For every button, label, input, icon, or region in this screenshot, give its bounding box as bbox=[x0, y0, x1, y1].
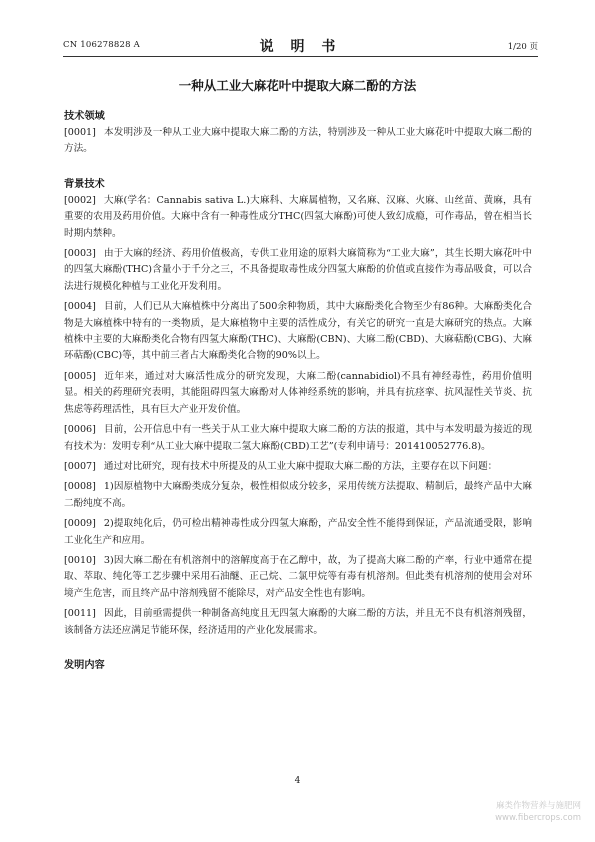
paragraph-text: 因此，目前亟需提供一种制备高纯度且无四氢大麻酚的大麻二酚的方法，并且无不良有机溶剂残留，该制备方法还应满足节能环保，经济适用的产业化发展需求。 bbox=[64, 608, 532, 636]
paragraph-text: 本发明涉及一种从工业大麻中提取大麻二酚的方法，特别涉及一种从工业大麻花叶中提取大麻二酚的方法。 bbox=[64, 127, 532, 155]
paragraph bbox=[64, 369, 532, 418]
paragraph-number: [0008] bbox=[64, 481, 96, 493]
paragraph-text: 近年来，通过对大麻活性成分的研究发现，大麻二酚(cannabidiol)不具有神经毒性，药用价值明显。相关的药理研究表明，其能阻碍四氢大麻酚对人体神经系统的影响，并具有抗痉挛、抗风湿性关节炎、抗焦虑等药理活性，具有巨大产业开发价值。 bbox=[64, 370, 532, 415]
watermark-title: 麻类作物营养与施肥网 bbox=[495, 801, 581, 811]
section-heading-background: 背景技术 bbox=[64, 178, 105, 190]
section-heading-invention: 发明内容 bbox=[64, 659, 105, 671]
header-divider bbox=[63, 56, 538, 57]
paragraph-number: [0002] bbox=[64, 194, 96, 206]
paragraph-text: 目前，公开信息中有一些关于从工业大麻中提取大麻二酚的方法的报道，其中与本发明最为接近的现有技术为：发明专利“从工业大麻中提取二氢大麻酚(CBD)工艺”(专利申请号：201410052776.8)。 bbox=[64, 424, 532, 452]
site-watermark bbox=[495, 800, 581, 824]
paragraph bbox=[64, 479, 532, 512]
page-header bbox=[63, 36, 538, 54]
watermark-url: www.fibercrops.com bbox=[495, 813, 581, 823]
patent-number: CN 106278828 A bbox=[63, 40, 140, 50]
paragraph-number: [0004] bbox=[64, 301, 96, 313]
paragraph-number: [0011] bbox=[64, 608, 96, 620]
paragraph-text: 由于大麻的经济、药用价值极高，专供工业用途的原料大麻简称为“工业大麻”，其生长期大麻花叶中的四氢大麻酚(THC)含量小于千分之三，不具备提取毒性成分四氢大麻酚的价值或直接作为毒品吸食，可以合法进行规模化种植与工业化开发利用。 bbox=[64, 248, 532, 292]
paragraph bbox=[64, 606, 532, 639]
paragraph bbox=[64, 516, 532, 549]
paragraph-number: [0009] bbox=[64, 518, 96, 530]
page-number: 4 bbox=[294, 776, 301, 786]
paragraph bbox=[64, 246, 532, 295]
paragraph-text: 3)因大麻二酚在有机溶剂中的溶解度高于在乙醇中，故，为了提高大麻二酚的产率，行业中通常在提取、萃取、纯化等工艺步骤中采用石油醚、正己烷、二氯甲烷等有毒有机溶剂。但此类有机溶剂的使用会对环境产生危害，而且终产品中溶剂残留不能除尽，对产品安全性也有影响。 bbox=[64, 554, 532, 599]
paragraph-text: 1)因原植物中大麻酚类成分复杂，极性相似成分较多，采用传统方法提取、精制后，最终产品中大麻二酚纯度不高。 bbox=[64, 481, 532, 509]
paragraph-number: [0003] bbox=[64, 248, 96, 260]
paragraph bbox=[64, 299, 532, 365]
paragraph-text: 通过对比研究，现有技术中所提及的从工业大麻中提取大麻二酚的方法，主要存在以下问题： bbox=[103, 460, 498, 472]
paragraph-number: [0007] bbox=[64, 460, 96, 472]
paragraph-text: 2)提取纯化后，仍可检出精神毒性成分四氢大麻酚，产品安全性不能得到保证，产品流通受限，影响工业化生产和应用。 bbox=[64, 518, 532, 546]
paragraph bbox=[64, 459, 532, 475]
paragraph-text: 大麻(学名：Cannabis sativa L.)大麻科、大麻属植物，又名麻、汉麻、火麻、山丝苗、黄麻，具有重要的农用及药用价值。大麻中含有一种毒性成分THC(四氢大麻酚)可使人致幻成瘾，可作毒品，曾在相当长时期内禁种。 bbox=[64, 194, 532, 239]
paragraph-text: 目前，人们已从大麻植株中分离出了500余种物质，其中大麻酚类化合物至少有86种。大麻酚类化合物是大麻植株中特有的一类物质，是大麻植物中主要的活性成分，有关它的研究一直是大麻研究的热点。大麻植株中主要的大麻酚类化合物有四氢大麻酚(THC)、大麻酚(CBN)、大麻二酚(CBD)、大麻萜酚(CBG)、大麻环萜酚(CBC)等，其中前三者占大麻酚类化合物的90%以上。 bbox=[64, 301, 532, 362]
document-type: 说 明 书 bbox=[259, 39, 342, 55]
section-heading-tech-field: 技术领域 bbox=[64, 111, 105, 122]
document-title: 一种从工业大麻花叶中提取大麻二酚的方法 bbox=[178, 78, 417, 93]
document-body bbox=[64, 108, 532, 674]
paragraph bbox=[64, 193, 532, 242]
paragraph-number: [0005] bbox=[64, 370, 96, 382]
page-indicator: 1/20 页 bbox=[507, 42, 538, 52]
paragraph-number: [0010] bbox=[64, 554, 96, 566]
paragraph-number: [0006] bbox=[64, 424, 96, 436]
paragraph-number: [0001] bbox=[64, 127, 96, 138]
paragraph bbox=[64, 125, 532, 158]
paragraph bbox=[64, 422, 532, 455]
paragraph bbox=[64, 553, 532, 602]
